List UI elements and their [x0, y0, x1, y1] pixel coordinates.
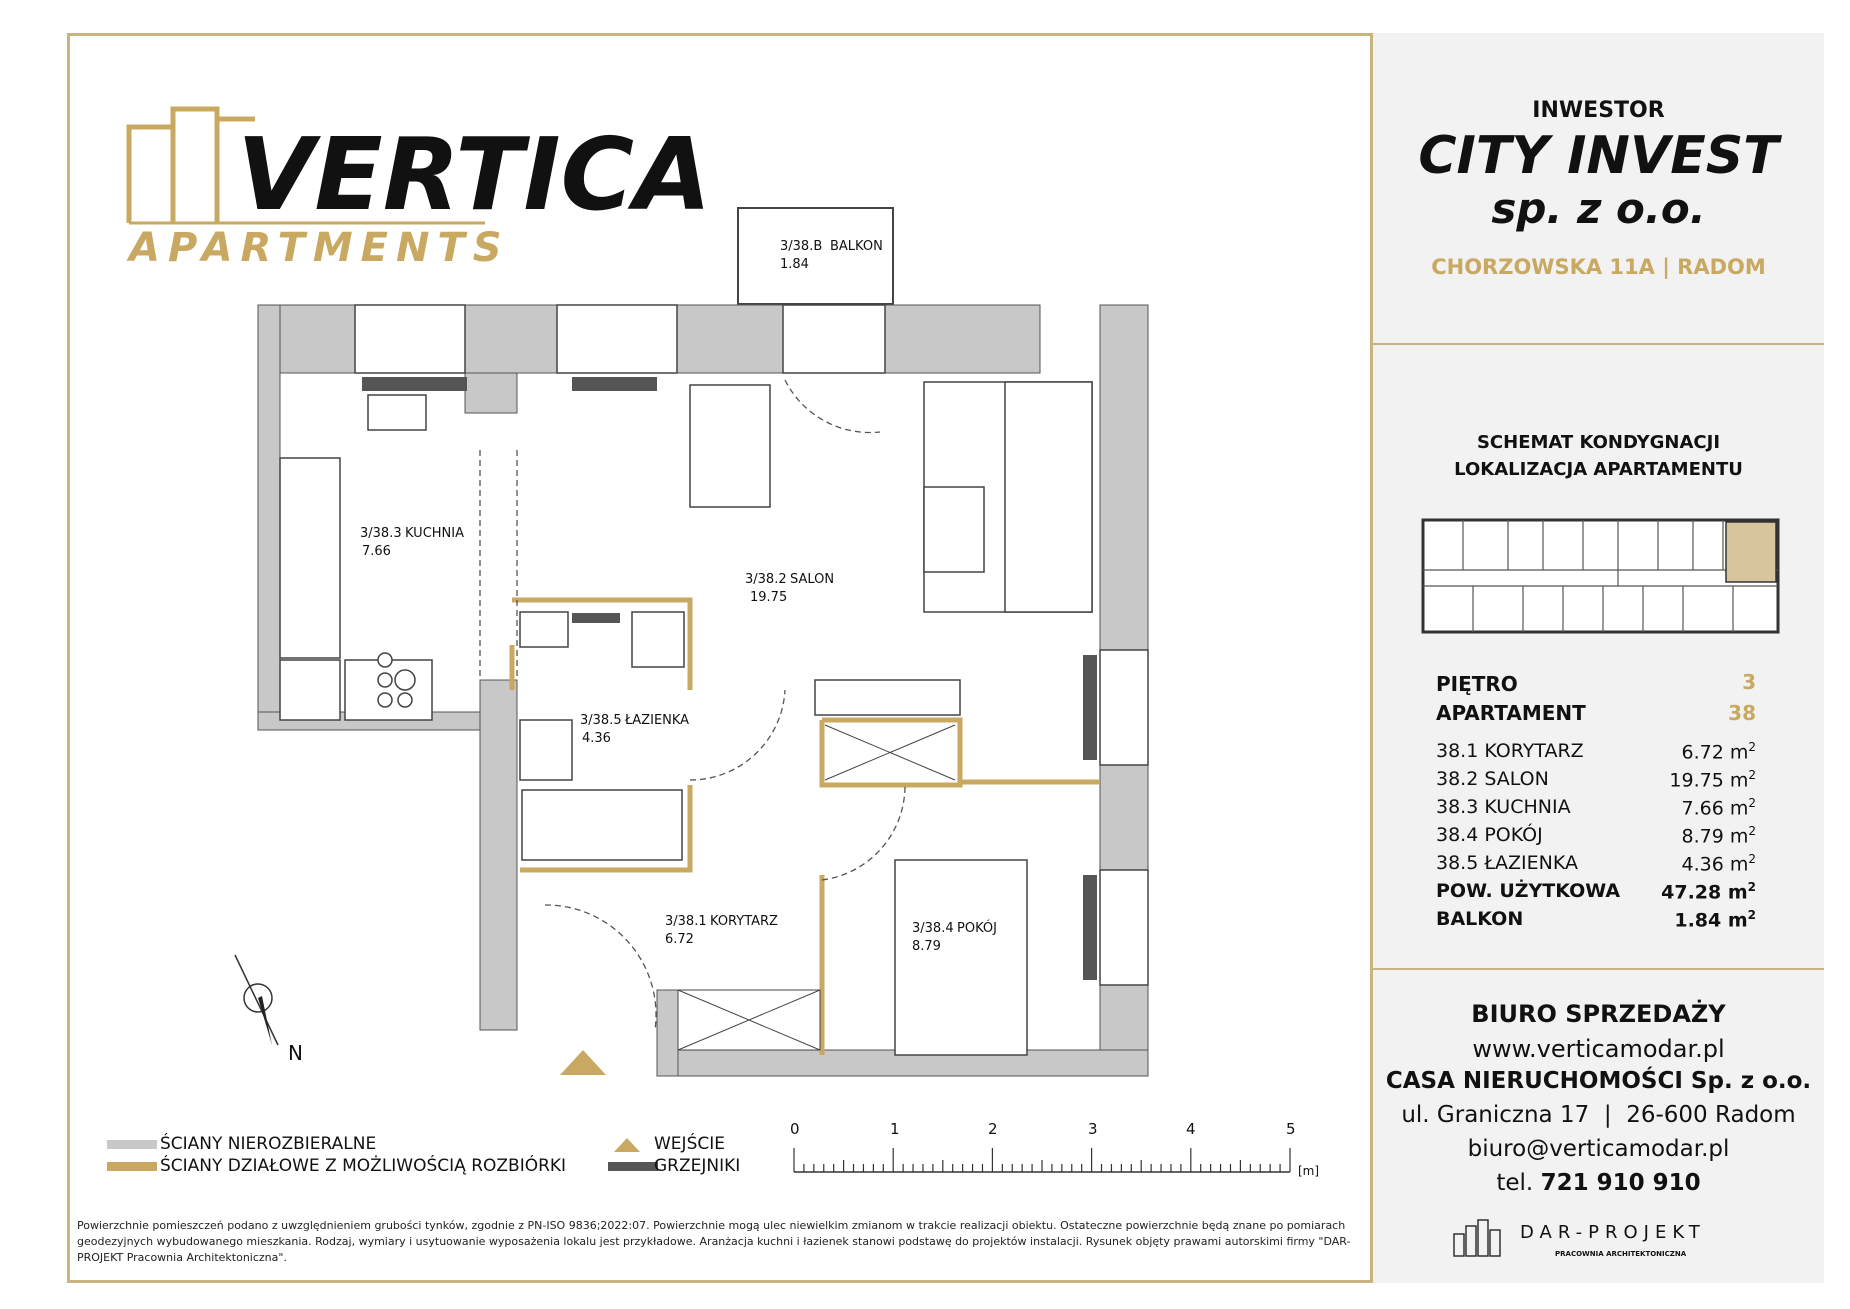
architect-name: DAR-PROJEKT — [1520, 1222, 1706, 1243]
total-row: BALKON 1.84 $m^2$ — [1436, 908, 1756, 932]
total-value: 47.28 m — [1661, 881, 1748, 904]
legend-radiators: GRZEJNIKI — [654, 1156, 741, 1176]
sidebar-divider — [1373, 968, 1824, 970]
architect-building-icon — [1450, 1218, 1510, 1258]
room-code: 3/38.3 — [360, 526, 402, 541]
apartment-value: 38 — [1728, 701, 1756, 725]
area-row: 38.5 ŁAZIENKA 4.36 $m^2$ — [1436, 852, 1756, 876]
total-row: POW. UŻYTKOWA 47.28 $m^2$ — [1436, 880, 1756, 904]
area-name: 38.3 KUCHNIA — [1436, 796, 1571, 818]
area-row: 38.2 SALON 19.75 $m^2$ — [1436, 768, 1756, 792]
scale-tick-label: 1 — [890, 1120, 900, 1138]
room-area: 1.84 — [780, 257, 809, 272]
disclaimer-note: Powierzchnie pomieszczeń podano z uwzględnieniem grubości tynków, zgodnie z PN-ISO 9836;2022:07. Powierzchnie mogą ulec niewielkim zmianom w trakcie realizacji obiektu. Ostateczne powierzchnie będą znane po pomiarach geodezyjnych wybudowanego mieszkania. Rodzaj, wymiary i usytuowanie wyposażenia lokalu jest przykładowe. Aranżacja kuchni i łazienek stanowi podstawę do projektów instalacji. Rysunek objęty prawami autorskimi firmy "DAR-PROJEKT Pracownia Architektoniczna". — [77, 1219, 1351, 1264]
floor-scheme — [1413, 512, 1783, 642]
room-area: 4.36 — [582, 731, 611, 746]
scheme-title-line1: SCHEMAT KONDYGNACJI — [1476, 432, 1721, 453]
total-value: 1.84 m — [1674, 909, 1748, 932]
room-area: 7.66 — [362, 544, 391, 559]
scale-unit: [m] — [1298, 1164, 1320, 1178]
scale-bar — [790, 1120, 1320, 1200]
sales-address: ul. Graniczna 17 | 26-600 Radom — [1401, 1102, 1796, 1128]
area-row: 38.4 POKÓJ 8.79 $m^2$ — [1436, 824, 1756, 848]
total-name: POW. UŻYTKOWA — [1436, 880, 1621, 902]
room-code: 3/38.2 — [745, 572, 787, 587]
scale-tick-label: 5 — [1286, 1120, 1296, 1138]
investor-label: INWESTOR — [1532, 98, 1665, 123]
room-name: SALON — [790, 572, 835, 587]
sidebar-divider — [1373, 343, 1824, 345]
phone-number: 721 910 910 — [1540, 1170, 1701, 1196]
room-code: 3/38.4 — [912, 921, 954, 936]
floor-value: 3 — [1742, 670, 1756, 694]
compass-icon — [235, 955, 278, 1045]
balcony — [738, 208, 893, 304]
legend-swatch-fixed — [107, 1140, 157, 1149]
sales-website[interactable]: www.verticamodar.pl — [1472, 1035, 1725, 1063]
entrance-marker — [560, 1050, 606, 1075]
room-area: 19.75 — [750, 590, 788, 605]
investor-address: CHORZOWSKA 11A | RADOM — [1431, 255, 1766, 279]
apartment-label: APARTAMENT — [1436, 701, 1586, 725]
room-code: 3/38.1 — [665, 914, 707, 929]
compass-label: N — [288, 1041, 303, 1065]
area-row: 38.3 KUCHNIA 7.66 $m^2$ — [1436, 796, 1756, 820]
area-value: 7.66 m — [1681, 797, 1749, 820]
sales-title: BIURO SPRZEDAŻY — [1471, 1000, 1726, 1028]
area-value: 19.75 m — [1669, 769, 1749, 792]
room-name: ŁAZIENKA — [625, 713, 690, 728]
investor-name-line1: CITY INVEST — [1418, 126, 1779, 186]
room-name: KUCHNIA — [405, 526, 464, 541]
legend-entrance-icon — [612, 1136, 642, 1154]
room-name: POKÓJ — [957, 921, 997, 936]
scale-tick-label: 3 — [1088, 1120, 1098, 1138]
room-code: 3/38.5 — [580, 713, 622, 728]
area-value: 4.36 m — [1681, 853, 1749, 876]
room-area: 8.79 — [912, 939, 941, 954]
area-value: 6.72 m — [1681, 741, 1749, 764]
apartment-location-highlight — [1726, 522, 1776, 582]
room-name: KORYTARZ — [710, 914, 778, 929]
area-name: 38.1 KORYTARZ — [1436, 740, 1584, 762]
room-area: 6.72 — [665, 932, 694, 947]
room-name: BALKON — [830, 239, 883, 254]
logo-brand: VERTICA — [237, 116, 712, 233]
room-code: 3/38.B — [780, 239, 823, 254]
area-name: 38.2 SALON — [1436, 768, 1549, 790]
scale-tick-label: 2 — [988, 1120, 998, 1138]
legend-swatch-radiator — [608, 1162, 658, 1171]
area-row: 38.1 KORYTARZ 6.72 $m^2$ — [1436, 740, 1756, 764]
floor-label: PIĘTRO — [1436, 672, 1518, 696]
area-name: 38.4 POKÓJ — [1436, 824, 1543, 846]
scale-tick-label: 0 — [790, 1120, 800, 1138]
sales-company: CASA NIERUCHOMOŚCI Sp. z o.o. — [1385, 1068, 1812, 1094]
legend-swatch-removable — [107, 1162, 157, 1171]
scale-tick-label: 4 — [1186, 1120, 1196, 1138]
sales-phone[interactable]: tel. 721 910 910 — [1496, 1170, 1701, 1196]
scheme-title-line2: LOKALIZACJA APARTAMENTU — [1454, 459, 1743, 480]
legend-entrance: WEJŚCIE — [654, 1134, 725, 1154]
area-name: 38.5 ŁAZIENKA — [1436, 852, 1578, 874]
area-value: 8.79 m — [1681, 825, 1749, 848]
architect-tagline: PRACOWNIA ARCHITEKTONICZNA — [1555, 1250, 1687, 1258]
legend-walls-fixed: ŚCIANY NIEROZBIERALNE — [160, 1134, 377, 1154]
total-name: BALKON — [1436, 908, 1524, 930]
investor-name-line2: sp. z o.o. — [1491, 184, 1706, 233]
legend-walls-removable: ŚCIANY DZIAŁOWE Z MOŻLIWOŚCIĄ ROZBIÓRKI — [160, 1156, 567, 1176]
sales-email[interactable]: biuro@verticamodar.pl — [1467, 1136, 1730, 1162]
logo-sub: APARTMENTS — [129, 225, 510, 271]
